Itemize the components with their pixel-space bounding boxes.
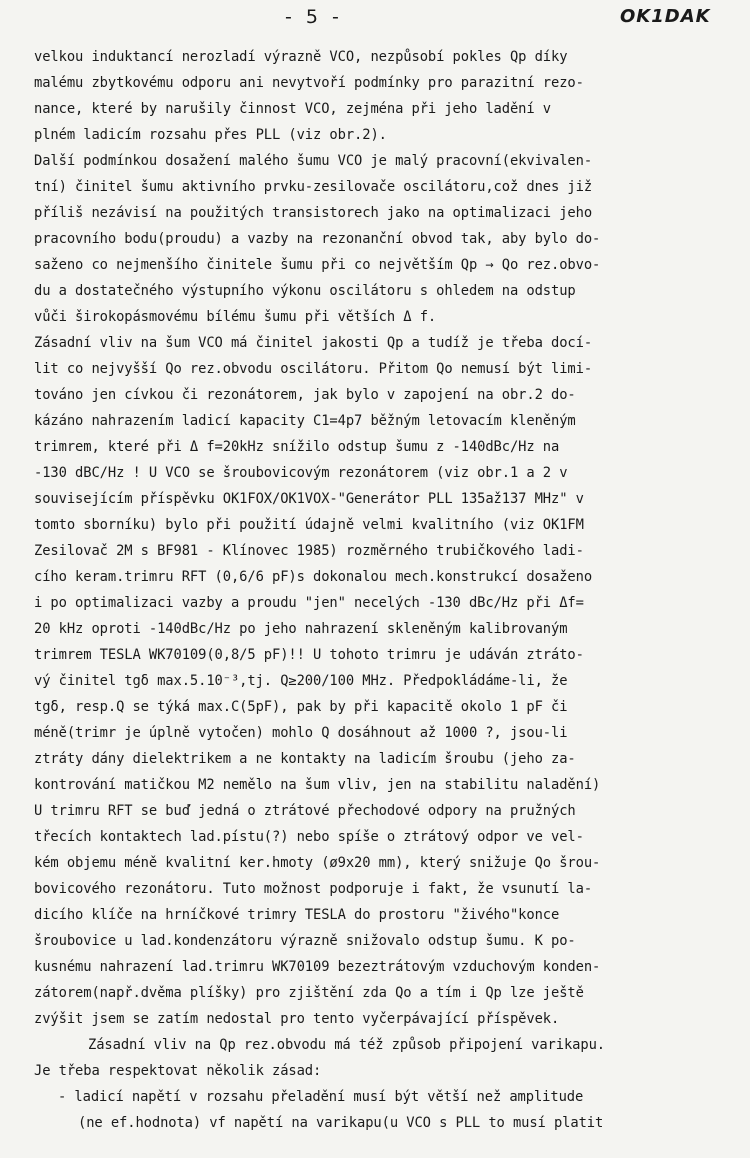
text-line: trimrem TESLA WK70109(0,8/5 pF)!! U tohoto trimru je udáván ztráto-	[34, 647, 584, 663]
text-line: kázáno nahrazením ladicí kapacity C1=4p7 běžným letovacím kleněným	[34, 413, 576, 429]
text-line: saženo co nejmenšího činitele šumu při co největším Qp → Qo rez.obvo-	[34, 257, 601, 273]
text-line: plném ladicím rozsahu přes PLL (viz obr.2).	[34, 127, 387, 143]
text-line: trimrem, které při Δ f=20kHz snížilo odstup šumu z -140dBc/Hz na	[34, 439, 560, 455]
text-line: -130 dBC/Hz ! U VCO se šroubovicovým rezonátorem (viz obr.1 a 2 v	[34, 465, 568, 481]
text-line: tgδ, resp.Q se týká max.C(5pF), pak by při kapacitě okolo 1 pF či	[34, 699, 568, 715]
text-line: Zásadní vliv na šum VCO má činitel jakosti Qp a tudíž je třeba docí-	[34, 335, 593, 351]
author-callsign: OK1DAK	[620, 6, 711, 27]
text-line: dicího klíče na hrníčkové trimry TESLA do prostoru "živého"konce	[34, 907, 560, 923]
text-line: malému zbytkovému odporu ani nevytvoří podmínky pro parazitní rezo-	[34, 75, 584, 91]
text-line: Další podmínkou dosažení malého šumu VCO je malý pracovní(ekvivalen-	[34, 153, 593, 169]
text-line: kém objemu méně kvalitní ker.hmoty (ø9x20 mm), který snižuje Qo šrou-	[34, 855, 601, 871]
text-line: zvýšit jsem se zatím nedostal pro tento vyčerpávající příspěvek.	[34, 1011, 560, 1027]
text-line: cího keram.trimru RFT (0,6/6 pF)s dokonalou mech.konstrukcí dosaženo	[34, 569, 593, 585]
text-line: vý činitel tgδ max.5.10⁻³,tj. Q≥200/100 MHz. Předpokládáme-li, že	[34, 673, 568, 689]
text-line: zátorem(např.dvěma plíšky) pro zjištění zda Qo a tím i Qp lze ještě	[34, 985, 584, 1001]
text-line: příliš nezávisí na použitých transistorech jako na optimalizaci jeho	[34, 205, 593, 221]
page-number: - 5 -	[285, 6, 343, 28]
text-line: Je třeba respektovat několik zásad:	[34, 1063, 322, 1079]
text-line: (ne ef.hodnota) vf napětí na varikapu(u VCO s PLL to musí platit	[78, 1115, 604, 1131]
text-line: třecích kontaktech lad.pístu(?) nebo spíše o ztrátový odpor ve vel-	[34, 829, 584, 845]
text-line: du a dostatečného výstupního výkonu oscilátoru s ohledem na odstup	[34, 283, 576, 299]
text-line: ztráty dány dielektrikem a ne kontakty na ladicím šroubu (jeho za-	[34, 751, 576, 767]
text-line: kontrování matičkou M2 nemělo na šum vliv, jen na stabilitu naladění)	[34, 777, 601, 793]
text-line: i po optimalizaci vazby a proudu "jen" necelých -130 dBc/Hz při Δf=	[34, 595, 584, 611]
text-line: nance, které by narušily činnost VCO, zejména při jeho ladění v	[34, 101, 552, 117]
page-header	[0, 2, 750, 36]
text-line: tomto sborníku) bylo při použití údajně velmi kvalitního (viz OK1FM	[34, 517, 584, 533]
text-line: Zesilovač 2M s BF981 - Klínovec 1985) rozměrného trubičkového ladi-	[34, 543, 584, 559]
text-line: tní) činitel šumu aktivního prvku-zesilovače oscilátoru,což dnes již	[34, 179, 593, 195]
text-line: souvisejícím příspěvku OK1FOX/OK1VOX-"Generátor PLL 135až137 MHz" v	[34, 491, 584, 507]
text-line: vůči širokopásmovému bílému šumu při větších Δ f.	[34, 309, 437, 325]
text-line: šroubovice u lad.kondenzátoru výrazně snižovalo odstup šumu. K po-	[34, 933, 576, 949]
text-line: pracovního bodu(proudu) a vazby na rezonanční obvod tak, aby bylo do-	[34, 231, 601, 247]
bullet-item: - ladicí napětí v rozsahu přeladění musí být větší než amplitude	[58, 1089, 584, 1105]
text-line: lit co nejvyšší Qo rez.obvodu oscilátoru. Přitom Qo nemusí být limi-	[34, 361, 593, 377]
text-line: bovicového rezonátoru. Tuto možnost podporuje i fakt, že vsunutí la-	[34, 881, 593, 897]
text-line: Zásadní vliv na Qp rez.obvodu má též způsob připojení varikapu.	[88, 1037, 606, 1053]
text-line: velkou induktancí nerozladí výrazně VCO, nezpůsobí pokles Qp díky	[34, 49, 568, 65]
text-line: méně(trimr je úplně vytočen) mohlo Q dosáhnout až 1000 ?, jsou-li	[34, 725, 568, 741]
text-line: kusnému nahrazení lad.trimru WK70109 bezeztrátovým vzduchovým konden-	[34, 959, 601, 975]
text-line: U trimru RFT se buď jedná o ztrátové přechodové odpory na pružných	[34, 803, 576, 819]
text-line: 20 kHz oproti -140dBc/Hz po jeho nahrazení skleněným kalibrovaným	[34, 621, 568, 637]
text-line: továno jen cívkou či rezonátorem, jak bylo v zapojení na obr.2 do-	[34, 387, 576, 403]
